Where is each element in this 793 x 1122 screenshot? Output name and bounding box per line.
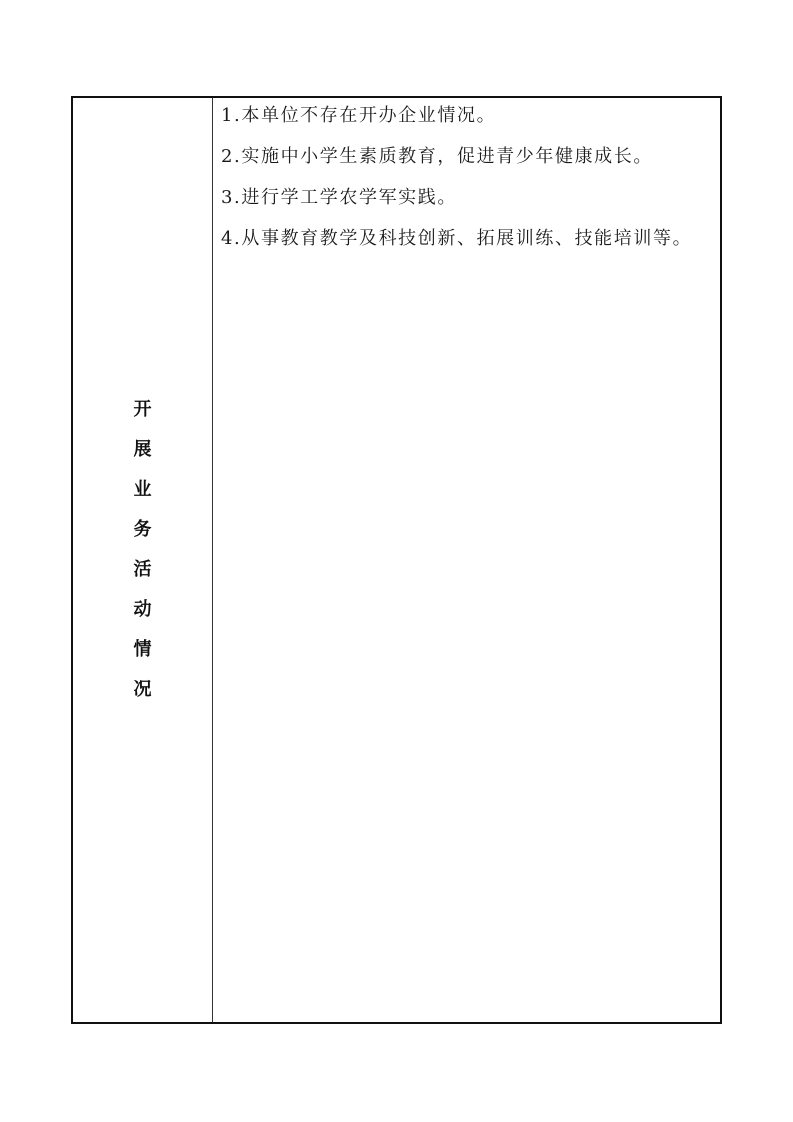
label-char: 业 (133, 479, 152, 500)
label-char: 况 (133, 679, 152, 700)
label-char: 开 (133, 399, 152, 420)
section-label-cell (73, 98, 213, 1022)
activities-content-cell (213, 98, 720, 1022)
label-char: 展 (133, 439, 152, 460)
label-char: 务 (133, 519, 152, 540)
activity-item-2: 2.实施中小学生素质教育，促进青少年健康成长。 (221, 146, 653, 167)
label-char: 动 (133, 599, 152, 620)
label-char: 活 (133, 559, 152, 580)
business-activities-table (71, 96, 722, 1024)
activity-item-1: 1.本单位不存在开办企业情况。 (221, 105, 497, 126)
activity-item-3: 3.进行学工学农学军实践。 (221, 187, 457, 208)
activity-item-4: 4.从事教育教学及科技创新、拓展训练、技能培训等。 (221, 228, 693, 249)
section-label (134, 390, 152, 710)
label-char: 情 (133, 639, 152, 660)
